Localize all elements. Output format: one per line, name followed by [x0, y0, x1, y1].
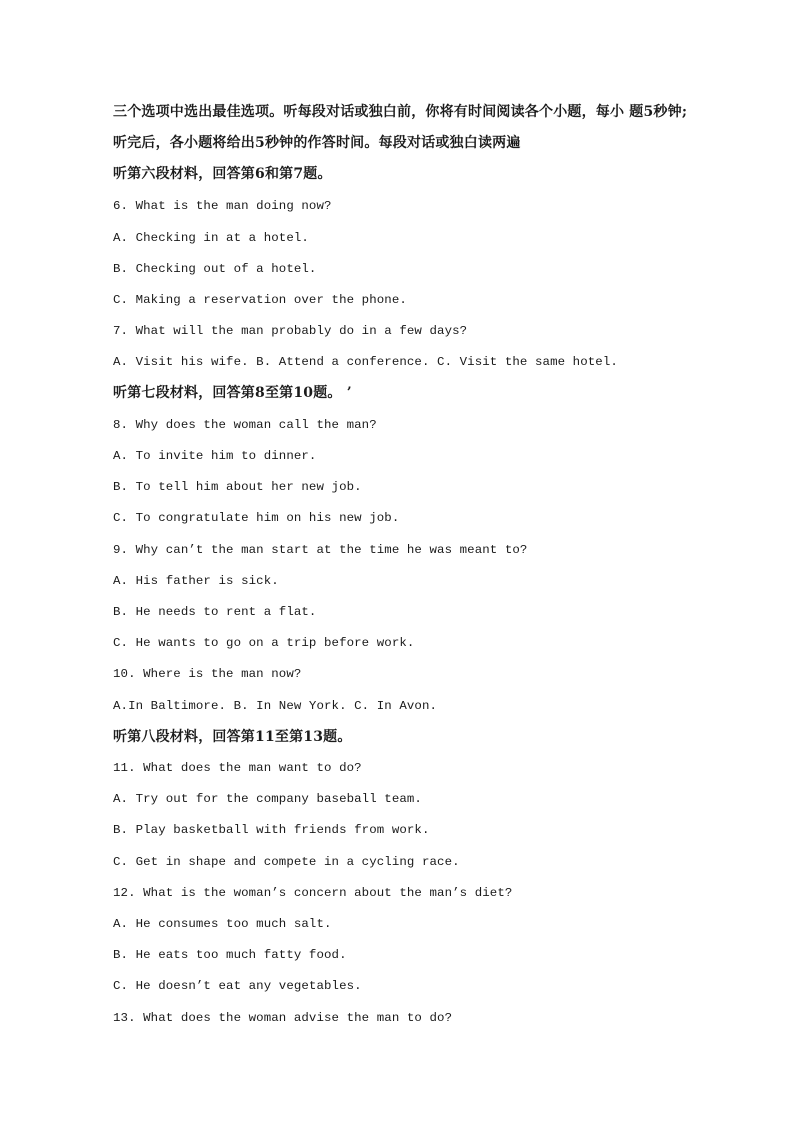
question-7-stem: 7. What will the man probably do in a few days?	[113, 324, 468, 338]
question-12-option-c: C. He doesn’t eat any vegetables.	[113, 979, 362, 993]
question-6-stem: 6. What is the man doing now?	[113, 199, 332, 213]
question-12-stem: 12. What is the woman’s concern about the man’s diet?	[113, 886, 513, 900]
question-8-option-b: B. To tell him about her new job.	[113, 480, 362, 494]
instructions-line-2: 听完后，各小题将给出5秒钟的作答时间。每段对话或独白读两遍	[113, 135, 521, 151]
question-8-option-c: C. To congratulate him on his new job.	[113, 511, 400, 525]
section-heading-7: 听第七段材料，回答第8至第10题。 ’	[113, 385, 352, 401]
question-6-option-c: C. Making a reservation over the phone.	[113, 293, 407, 307]
question-8-option-a: A. To invite him to dinner.	[113, 449, 317, 463]
instructions-line-1: 三个选项中选出最佳选项。听每段对话或独白前，你将有时间阅读各个小题，每小 题5秒钟;	[113, 104, 688, 120]
question-6-option-a: A. Checking in at a hotel.	[113, 231, 309, 245]
question-9-option-b: B. He needs to rent a flat.	[113, 605, 317, 619]
question-9-stem: 9. Why can’t the man start at the time he was meant to?	[113, 543, 528, 557]
question-11-stem: 11. What does the man want to do?	[113, 761, 362, 775]
question-12-option-a: A. He consumes too much salt.	[113, 917, 332, 931]
question-7-options: A. Visit his wife. B. Attend a conference. C. Visit the same hotel.	[113, 355, 618, 369]
question-13-stem: 13. What does the woman advise the man to do?	[113, 1011, 453, 1025]
section-heading-8: 听第八段材料，回答第11至第13题。	[113, 729, 352, 745]
question-9-option-a: A. His father is sick.	[113, 574, 279, 588]
question-11-option-b: B. Play basketball with friends from work.	[113, 823, 430, 837]
question-10-options: A.In Baltimore. B. In New York. C. In Avon.	[113, 699, 438, 713]
question-11-option-c: C. Get in shape and compete in a cycling race.	[113, 855, 460, 869]
question-8-stem: 8. Why does the woman call the man?	[113, 418, 377, 432]
question-12-option-b: B. He eats too much fatty food.	[113, 948, 347, 962]
question-10-stem: 10. Where is the man now?	[113, 667, 302, 681]
question-6-option-b: B. Checking out of a hotel.	[113, 262, 317, 276]
section-heading-6: 听第六段材料，回答第6和第7题。	[113, 166, 332, 182]
question-9-option-c: C. He wants to go on a trip before work.	[113, 636, 415, 650]
question-11-option-a: A. Try out for the company baseball team.	[113, 792, 422, 806]
